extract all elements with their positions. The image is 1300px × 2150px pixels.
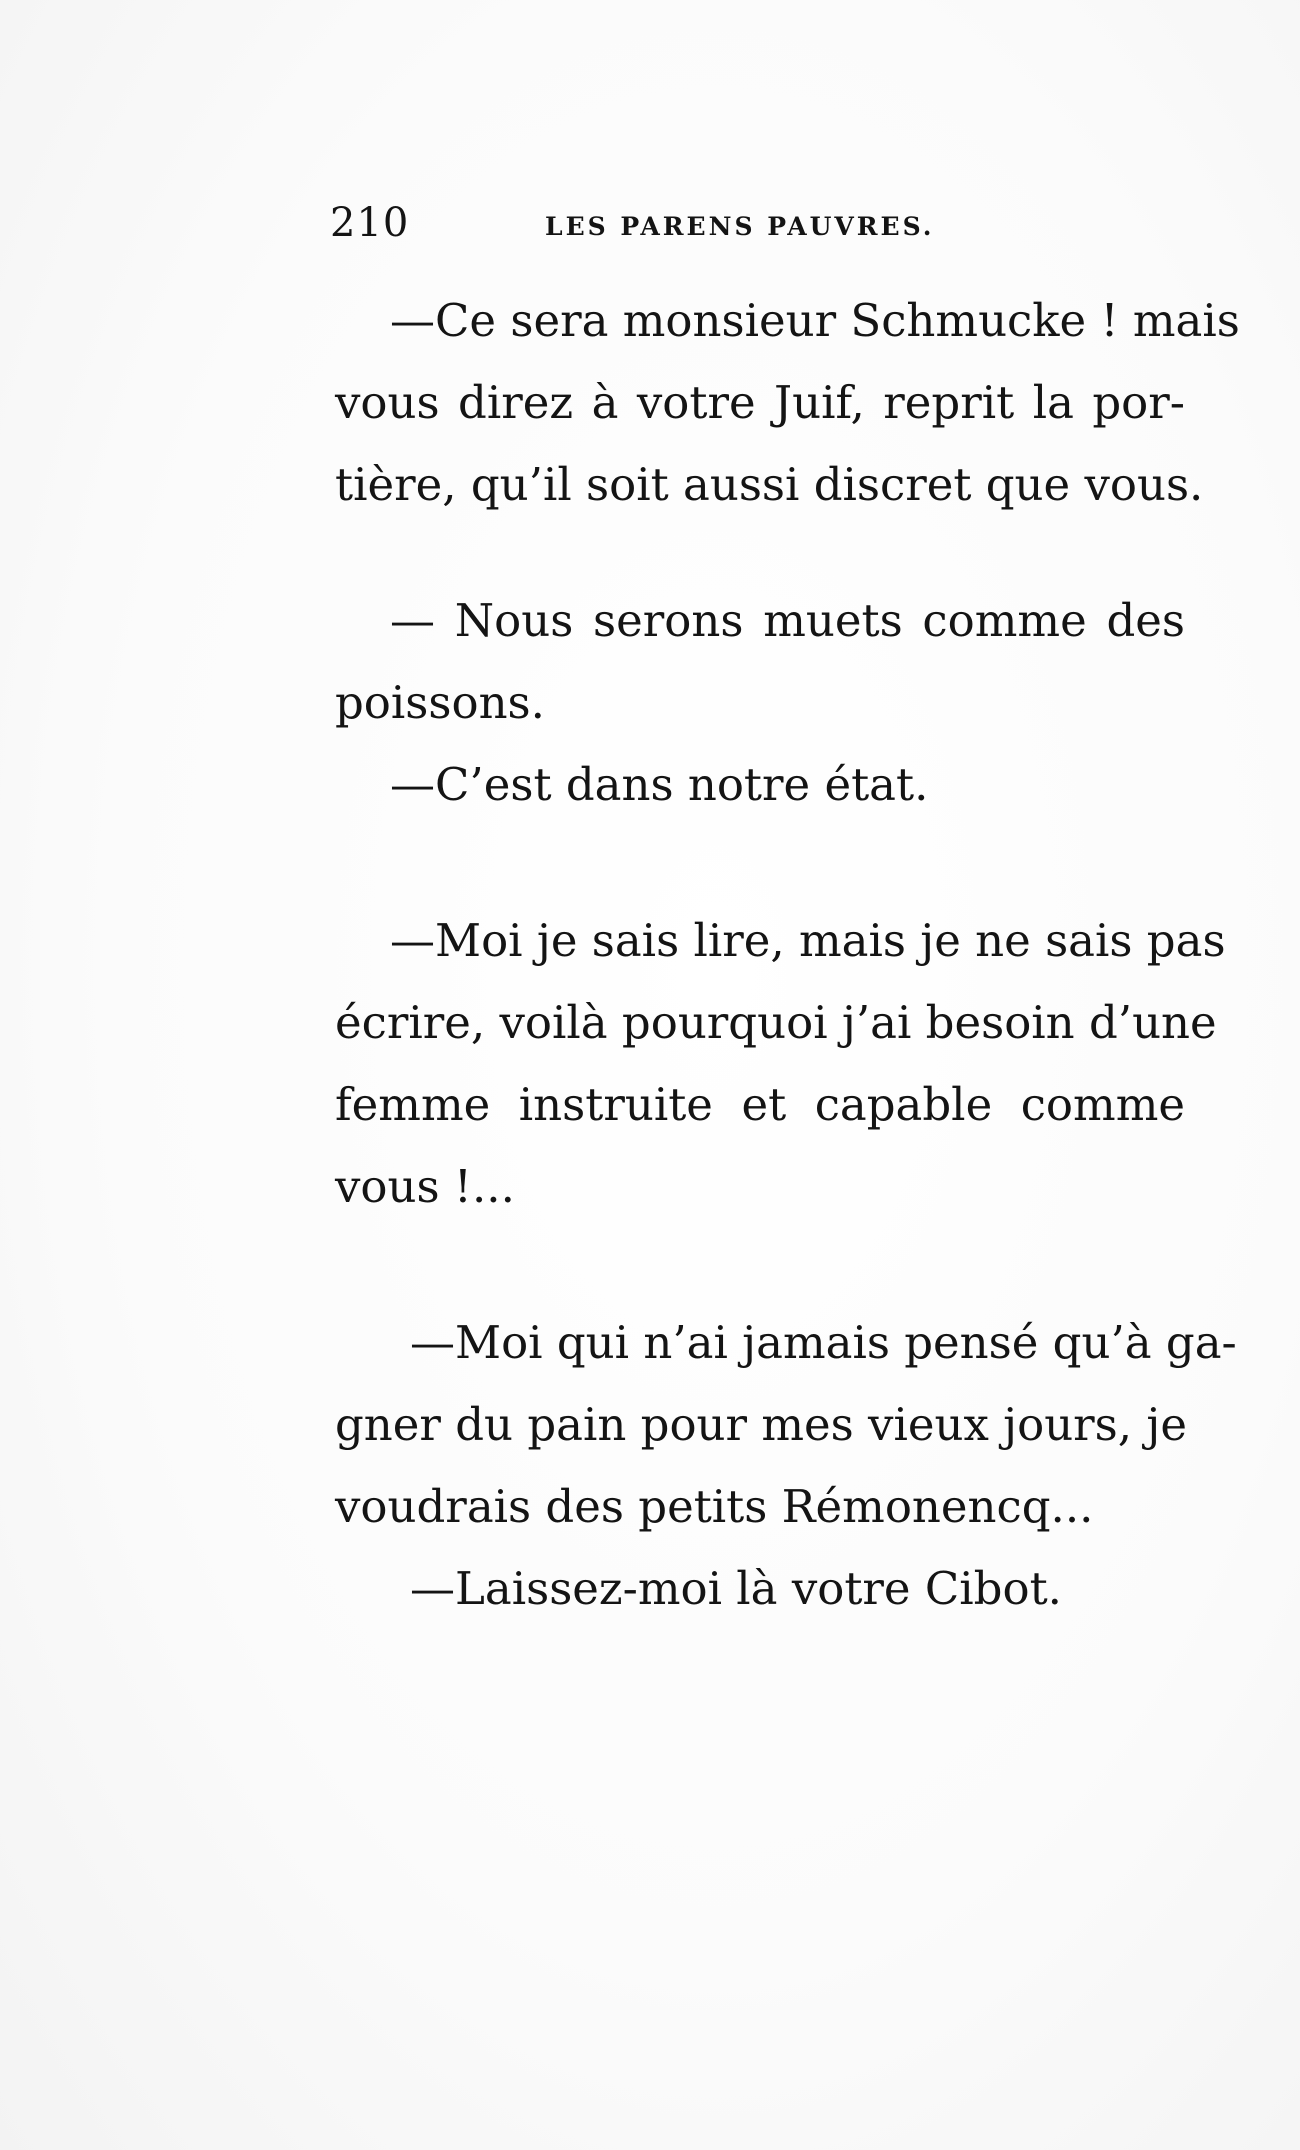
text-line: —Moi qui n’ai jamais pensé qu’à ga-: [410, 1316, 1237, 1369]
text-line: vous !...: [335, 1160, 515, 1213]
text-line: tière, qu’il soit aussi discret que vous.: [335, 458, 1204, 511]
text-line: voudrais des petits Rémonencq...: [335, 1480, 1094, 1533]
paragraph: [335, 900, 1226, 1228]
text-line: —Moi je sais lire, mais je ne sais pas: [390, 914, 1226, 967]
page-number: 210: [330, 200, 410, 246]
paragraph: [335, 280, 1240, 526]
paragraph: [335, 1302, 1237, 1548]
paragraph: [335, 580, 1185, 744]
running-title: LES PARENS PAUVRES.: [545, 212, 935, 241]
paragraph-gap: [335, 1228, 1185, 1302]
text-line: —Ce sera monsieur Schmucke ! mais: [390, 294, 1240, 347]
text-line: vous direz à votre Juif, reprit la por-: [335, 376, 1185, 429]
page-header: [330, 200, 970, 260]
paragraph: [335, 1548, 1185, 1630]
text-line: écrire, voilà pourquoi j’ai besoin d’une: [335, 996, 1217, 1049]
text-line: femme instruite et capable comme: [335, 1078, 1185, 1131]
text-line: poissons.: [335, 676, 545, 729]
paragraph: [335, 744, 1185, 826]
body-text: [335, 280, 1240, 1630]
paragraph-gap: [335, 826, 1185, 900]
paragraph-gap: [335, 526, 1185, 580]
text-line: — Nous serons muets comme des: [390, 594, 1185, 647]
text-line: gner du pain pour mes vieux jours, je: [335, 1398, 1187, 1451]
text-line: —C’est dans notre état.: [390, 758, 929, 811]
text-line: —Laissez-moi là votre Cibot.: [410, 1562, 1062, 1615]
